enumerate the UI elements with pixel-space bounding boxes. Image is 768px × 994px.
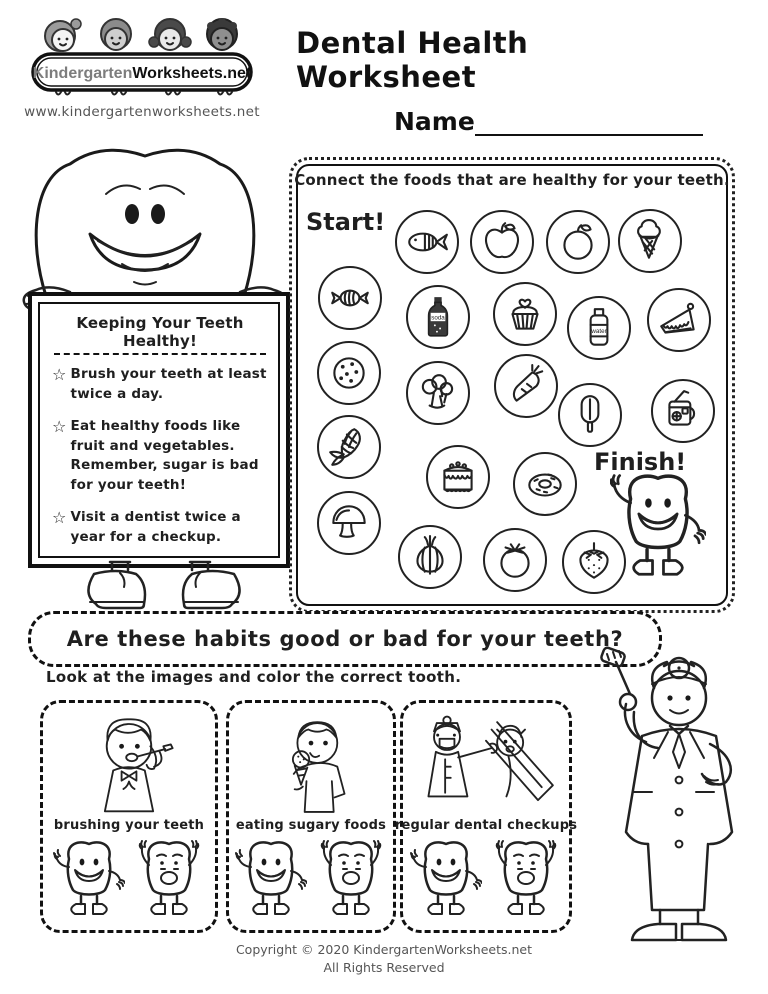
lemonade-icon <box>660 388 706 434</box>
sign-bullet-2-text: Eat healthy foods like fruit and vegetables. Remember, sugar is bad for your teeth! <box>70 418 259 493</box>
panel-caption: brushing your teeth <box>53 818 205 833</box>
food-popsicle[interactable] <box>558 383 622 447</box>
tomato-icon <box>492 537 538 583</box>
page-title: Dental Health Worksheet <box>296 26 529 94</box>
happy-tooth-icon[interactable] <box>53 835 125 927</box>
dentist-character <box>584 646 764 948</box>
start-label: Start! <box>306 208 386 236</box>
fish-icon <box>404 219 450 265</box>
orange-icon <box>555 219 601 265</box>
food-onion[interactable] <box>398 525 462 589</box>
apple-icon <box>479 219 525 265</box>
tooth-mascot-head <box>26 140 264 296</box>
donut-icon <box>522 461 568 507</box>
broccoli-icon <box>415 370 461 416</box>
food-fish[interactable] <box>395 210 459 274</box>
sign-bullet-2 <box>52 417 268 495</box>
name-row <box>394 106 703 136</box>
name-label: Name <box>394 107 475 136</box>
habits-banner <box>28 611 662 667</box>
ice-cream-cone-icon <box>627 218 673 264</box>
happy-tooth-icon[interactable] <box>235 835 307 927</box>
star-icon: ☆ <box>52 508 67 528</box>
sad-tooth-icon[interactable] <box>490 835 562 927</box>
svg-text:KindergartenWorksheets.net <box>33 65 252 82</box>
sign-bullet-1-text: Brush your teeth at least twice a day. <box>70 366 267 402</box>
mushroom-icon <box>326 500 372 546</box>
habits-question: Are these habits good or bad for your teeth? <box>66 627 624 651</box>
finish-tooth-character <box>610 466 706 592</box>
food-orange[interactable] <box>546 210 610 274</box>
sign-bullet-3-text: Visit a dentist twice a year for a checkup. <box>70 509 241 545</box>
food-water-bottle[interactable] <box>567 296 631 360</box>
water-bottle-icon <box>576 305 622 351</box>
name-blank-line[interactable] <box>475 106 703 136</box>
teeth-choice-row <box>235 835 387 927</box>
water-label: water <box>591 328 607 336</box>
food-cupcake[interactable] <box>493 282 557 346</box>
sad-tooth-icon[interactable] <box>315 835 387 927</box>
logo-text-part2: Worksheets.net <box>132 65 252 82</box>
sign-heading: Keeping Your Teeth Healthy! <box>54 314 266 355</box>
rights-line: All Rights Reserved <box>323 960 445 975</box>
food-corn[interactable] <box>317 415 381 479</box>
cake-icon <box>435 454 481 500</box>
mascot-sign-board <box>28 292 290 568</box>
logo-kid-boy-gray <box>101 19 131 50</box>
maze-instruction: Connect the foods that are healthy for your teeth. <box>294 171 730 189</box>
logo-url: www.kindergartenworksheets.net <box>24 104 260 120</box>
cake-slice-icon <box>656 297 702 343</box>
habit-panel-brushing <box>40 700 218 933</box>
panel-caption: eating sugary foods <box>235 818 387 833</box>
habits-instruction: Look at the images and color the correct tooth. <box>46 668 462 686</box>
food-candy[interactable] <box>318 266 382 330</box>
food-tomato[interactable] <box>483 528 547 592</box>
food-broccoli[interactable] <box>406 361 470 425</box>
logo-kid-girl-pigtails <box>149 19 191 50</box>
food-carrot[interactable] <box>494 354 558 418</box>
panel-caption: regular dental checkups <box>394 818 578 833</box>
teeth-choice-row <box>53 835 205 927</box>
food-cake-slice[interactable] <box>647 288 711 352</box>
teeth-choice-row <box>410 835 562 927</box>
logo-text-part1: Kindergarten <box>32 65 133 82</box>
happy-tooth-icon[interactable] <box>410 835 482 927</box>
candy-icon <box>327 275 373 321</box>
mascot-feet-icon <box>80 560 248 616</box>
kindergartenworksheets-logo <box>30 12 254 104</box>
corn-icon <box>326 424 372 470</box>
soda-label: soda <box>431 314 445 322</box>
soda-bottle-icon <box>415 294 461 340</box>
cupcake-icon <box>502 291 548 337</box>
food-apple[interactable] <box>470 210 534 274</box>
habit-panel-sugary-foods <box>226 700 396 933</box>
sign-bullet-3 <box>52 508 268 547</box>
food-cake[interactable] <box>426 445 490 509</box>
food-donut[interactable] <box>513 452 577 516</box>
onion-icon <box>407 534 453 580</box>
food-mushroom[interactable] <box>317 491 381 555</box>
finish-label: Finish! <box>594 448 687 476</box>
girl-brushing-art <box>59 709 199 817</box>
sign-inner-frame <box>38 302 280 558</box>
food-lemonade[interactable] <box>651 379 715 443</box>
sign-bullet-1 <box>52 365 268 404</box>
habit-panel-checkups <box>394 700 578 933</box>
popsicle-icon <box>567 392 613 438</box>
dental-checkup-icon <box>411 711 561 815</box>
food-ice-cream-cone[interactable] <box>618 209 682 273</box>
sad-tooth-icon[interactable] <box>133 835 205 927</box>
dental-checkup-art <box>411 709 561 817</box>
star-icon: ☆ <box>52 417 67 437</box>
maze-box <box>289 157 735 613</box>
boy-eating-ice-cream-icon <box>243 711 379 815</box>
food-soda-bottle[interactable] <box>406 285 470 349</box>
boy-ice-cream-art <box>243 709 379 817</box>
carrot-icon <box>503 363 549 409</box>
cookie-icon <box>326 350 372 396</box>
logo-kid-girl-ponytail <box>45 19 81 51</box>
star-icon: ☆ <box>52 365 67 384</box>
food-cookie[interactable] <box>317 341 381 405</box>
logo-kid-boy-curly <box>207 18 237 50</box>
girl-brushing-icon <box>59 711 199 815</box>
copyright-line: Copyright © 2020 KindergartenWorksheets.net <box>235 942 533 957</box>
